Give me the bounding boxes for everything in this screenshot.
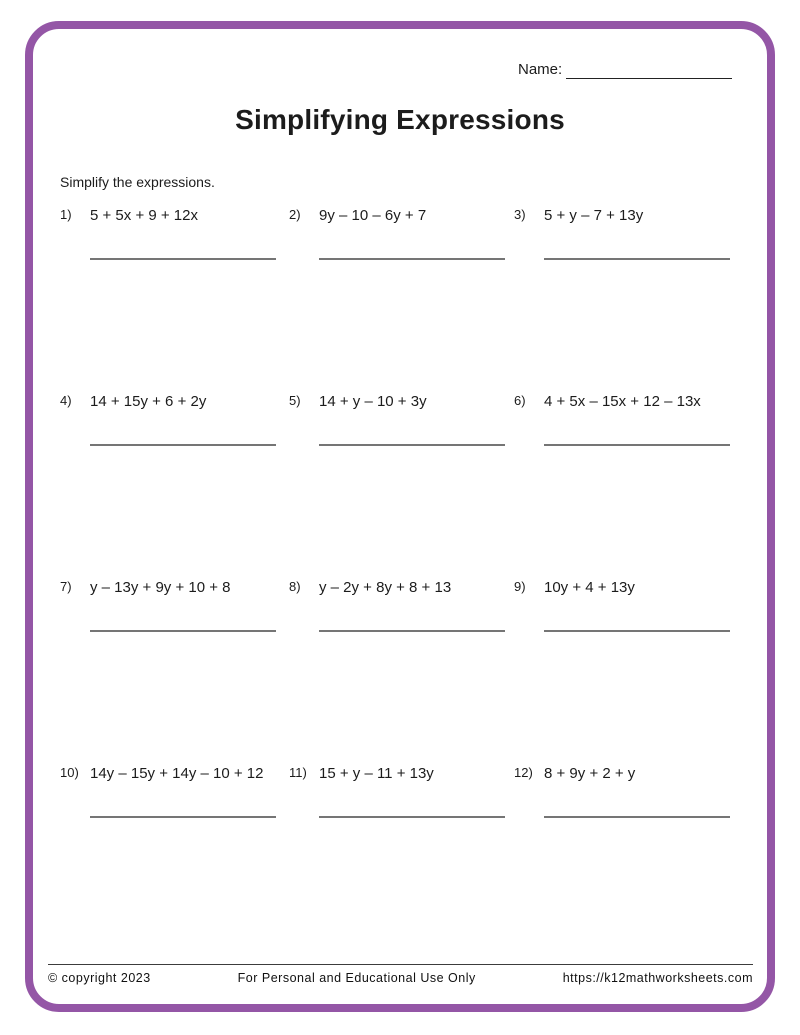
answer-line[interactable]: [90, 444, 276, 446]
problem-expression: 5 + 5x + 9 + 12x: [90, 207, 198, 224]
problem-number: 7): [60, 579, 72, 594]
problem-item: [289, 392, 514, 578]
problem-item: [514, 392, 752, 578]
problem-expression: 14 + y – 10 + 3y: [319, 393, 427, 410]
problem-number: 10): [60, 765, 79, 780]
problem-number: 11): [289, 765, 307, 780]
problem-item: [514, 764, 752, 950]
problem-number: 12): [514, 765, 533, 780]
answer-line[interactable]: [319, 444, 505, 446]
problem-expression: 14 + 15y + 6 + 2y: [90, 393, 207, 410]
answer-line[interactable]: [544, 630, 730, 632]
problem-number: 9): [514, 579, 526, 594]
problem-number: 8): [289, 579, 301, 594]
problem-item: [289, 764, 514, 950]
problem-item: [60, 578, 289, 764]
answer-line[interactable]: [319, 258, 505, 260]
answer-line[interactable]: [90, 258, 276, 260]
answer-line[interactable]: [544, 258, 730, 260]
name-row: [518, 60, 732, 79]
footer-url: https://k12mathworksheets.com: [562, 971, 753, 985]
answer-line[interactable]: [90, 816, 276, 818]
problem-item: [60, 392, 289, 578]
footer-copyright: © copyright 2023: [48, 971, 151, 985]
answer-line[interactable]: [319, 630, 505, 632]
problem-expression: y – 13y + 9y + 10 + 8: [90, 579, 231, 596]
problem-number: 6): [514, 393, 526, 408]
problem-number: 4): [60, 393, 72, 408]
problem-item: [289, 578, 514, 764]
problem-number: 3): [514, 207, 526, 222]
problem-item: [514, 578, 752, 764]
problem-expression: y – 2y + 8y + 8 + 13: [319, 579, 452, 596]
problem-expression: 10y + 4 + 13y: [544, 579, 635, 596]
problem-expression: 5 + y – 7 + 13y: [544, 207, 644, 224]
problem-item: [60, 764, 289, 950]
problems-grid: [60, 206, 752, 950]
name-blank-line[interactable]: [566, 60, 732, 79]
problem-number: 1): [60, 207, 72, 222]
footer-divider: [48, 964, 753, 965]
problem-item: [289, 206, 514, 392]
footer: [48, 971, 753, 985]
answer-line[interactable]: [544, 444, 730, 446]
footer-usage: For Personal and Educational Use Only: [237, 971, 476, 985]
answer-line[interactable]: [90, 630, 276, 632]
instruction-text: Simplify the expressions.: [60, 174, 215, 190]
problem-item: [514, 206, 752, 392]
name-label: Name:: [518, 61, 563, 78]
problem-expression: 4 + 5x – 15x + 12 – 13x: [544, 393, 701, 410]
problem-expression: 15 + y – 11 + 13y: [319, 765, 434, 782]
answer-line[interactable]: [544, 816, 730, 818]
problem-number: 2): [289, 207, 301, 222]
page-title: Simplifying Expressions: [235, 104, 565, 135]
problem-number: 5): [289, 393, 301, 408]
problem-expression: 9y – 10 – 6y + 7: [319, 207, 427, 224]
problem-expression: 8 + 9y + 2 + y: [544, 765, 636, 782]
problem-item: [60, 206, 289, 392]
problem-expression: 14y – 15y + 14y – 10 + 12: [90, 765, 264, 782]
answer-line[interactable]: [319, 816, 505, 818]
